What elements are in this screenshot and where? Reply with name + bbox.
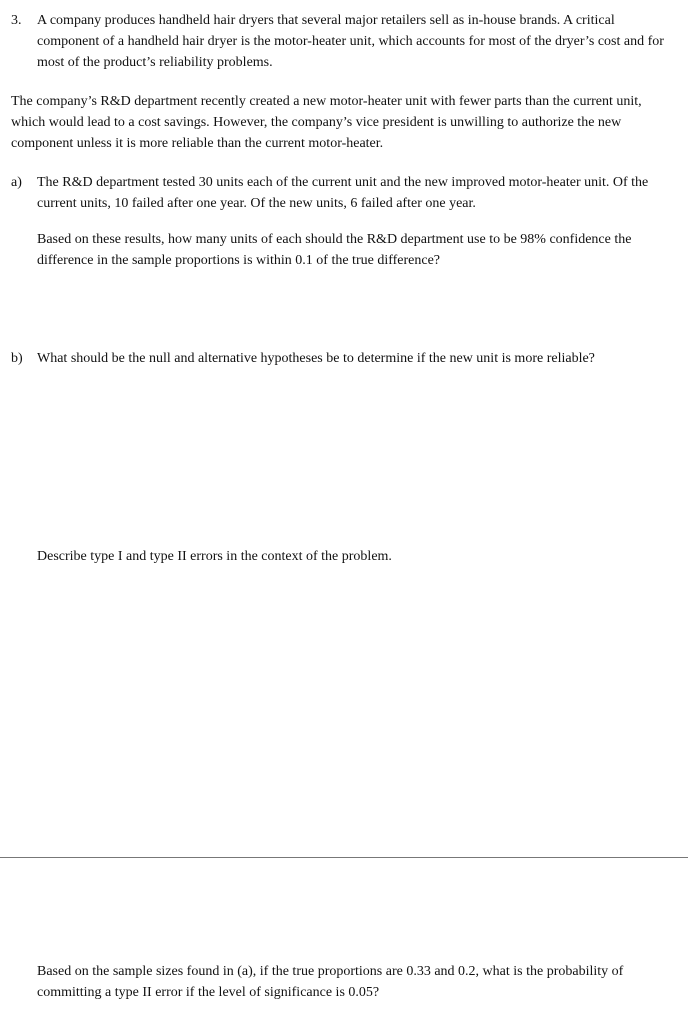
part-a-label: a): [11, 175, 22, 190]
part-c-text: Based on the sample sizes found in (a), if the true proportions are 0.33 and 0.2, what is the probability of committing a type II error if the level of significance is 0.05?: [37, 964, 624, 1000]
question-3: [11, 10, 671, 73]
intro-paragraph: The company’s R&D department recently created a new motor-heater unit with fewer parts than the current unit, which would lead to a cost savings. However, the company’s vice president is unwilling to authorize the new component unless it is more reliable than the current motor-heater.: [11, 94, 642, 151]
part-b-text: What should be the null and alternative hypotheses be to determine if the new unit is more reliable?: [37, 351, 595, 366]
part-b-followup: Describe type I and type II errors in the context of the problem.: [37, 549, 392, 564]
part-a: [11, 172, 681, 214]
part-a-followup: Based on these results, how many units of each should the R&D department use to be 98% confidence the difference in the sample proportions is within 0.1 of the true difference?: [37, 232, 632, 268]
question-text: A company produces handheld hair dryers that several major retailers sell as in-house brands. A critical component of a handheld hair dryer is the motor-heater unit, which accounts for most of the dryer’s cost and for most of the product’s reliability problems.: [37, 13, 664, 70]
part-b-label: b): [11, 351, 23, 366]
question-number: 3.: [11, 13, 22, 28]
part-b: [11, 348, 681, 369]
page-divider: [0, 857, 688, 858]
part-a-text: The R&D department tested 30 units each of the current unit and the new improved motor-heater unit. Of the current units, 10 failed after one year. Of the new units, 6 failed after one year.: [37, 175, 649, 211]
